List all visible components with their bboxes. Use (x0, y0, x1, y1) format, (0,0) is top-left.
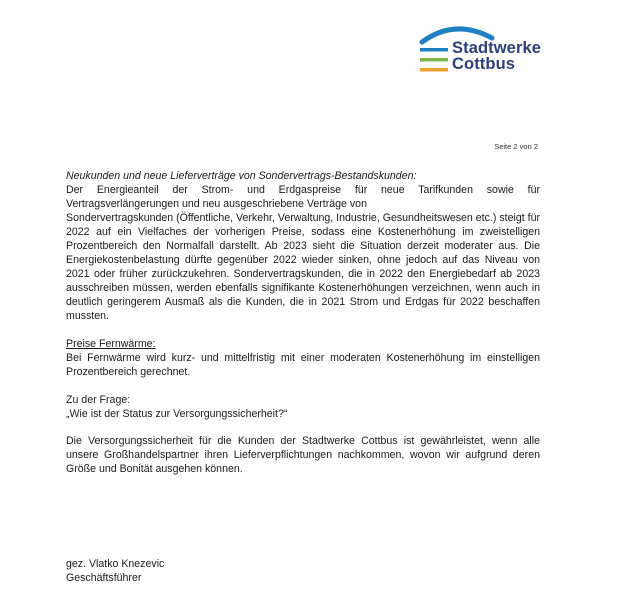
section1-paragraph-a: Der Energieanteil der Strom- und Erdgaspreise für neue Tarifkunden sowie für Vertragsverlängerungen und neu ausgeschriebene Verträge von (66, 184, 540, 210)
section1-paragraph-b: Sondervertragskunden (Öffentliche, Verkehr, Verwaltung, Industrie, Gesundheitswesen etc.) steigt für 2022 auf ein Vielfaches der vorherigen Preise, sodass eine Kostenerhöhung im zweistelligen Prozentbereich den Normalfall darstellt. Ab 2023 sieht die Situation derzeit moderater aus. Die Energiekostenbelastung dürfte gegenüber 2022 wieder sinken, ohne jedoch auf das Niveau von 2021 oder früher zurückzukehren. Sondervertragskunden, die in 2022 den Energiebedarf ab 2023 ausschreiben müssen, werden ebenfalls signifikante Kostenerhöhungen verzeichnen, wenn auch in deutlich geringerem Ausmaß als die Kunden, die in 2021 Strom und Erdgas für 2022 beschaffen mussten. (66, 212, 540, 322)
logo-wordmark (452, 40, 541, 72)
signatory-title: Geschäftsführer (66, 572, 142, 584)
brand-line1: Stadtwerke (452, 39, 542, 57)
signature-block (66, 557, 164, 585)
section2-paragraph: Bei Fernwärme wird kurz- und mittelfristig mit einer moderaten Kostenerhöhung im einstelligen Prozentbereich gerechnet. (66, 352, 540, 378)
section3-paragraph: Die Versorgungssicherheit für die Kunden der Stadtwerke Cottbus ist gewährleistet, wenn alle unsere Großhandelspartner ihren Lieferverpflichtungen nachkommen, wovon wir aufgrund deren Größe und Bonität ausgehen können. (66, 435, 540, 475)
signatory-name: gez. Vlatko Knezevic (66, 558, 165, 570)
section3-heading: Zu der Frage: (66, 394, 131, 406)
section2-heading: Preise Fernwärme: (66, 338, 156, 350)
section1-heading: Neukunden und neue Lieferverträge von Sondervertrags-Bestandskunden: (66, 170, 417, 182)
company-logo (418, 26, 558, 78)
section3-question: „Wie ist der Status zur Versorgungssicherheit?“ (66, 408, 288, 420)
page-number: Seite 2 von 2 (494, 142, 538, 151)
brand-line2: Cottbus (452, 55, 516, 73)
letter-body (66, 169, 540, 476)
